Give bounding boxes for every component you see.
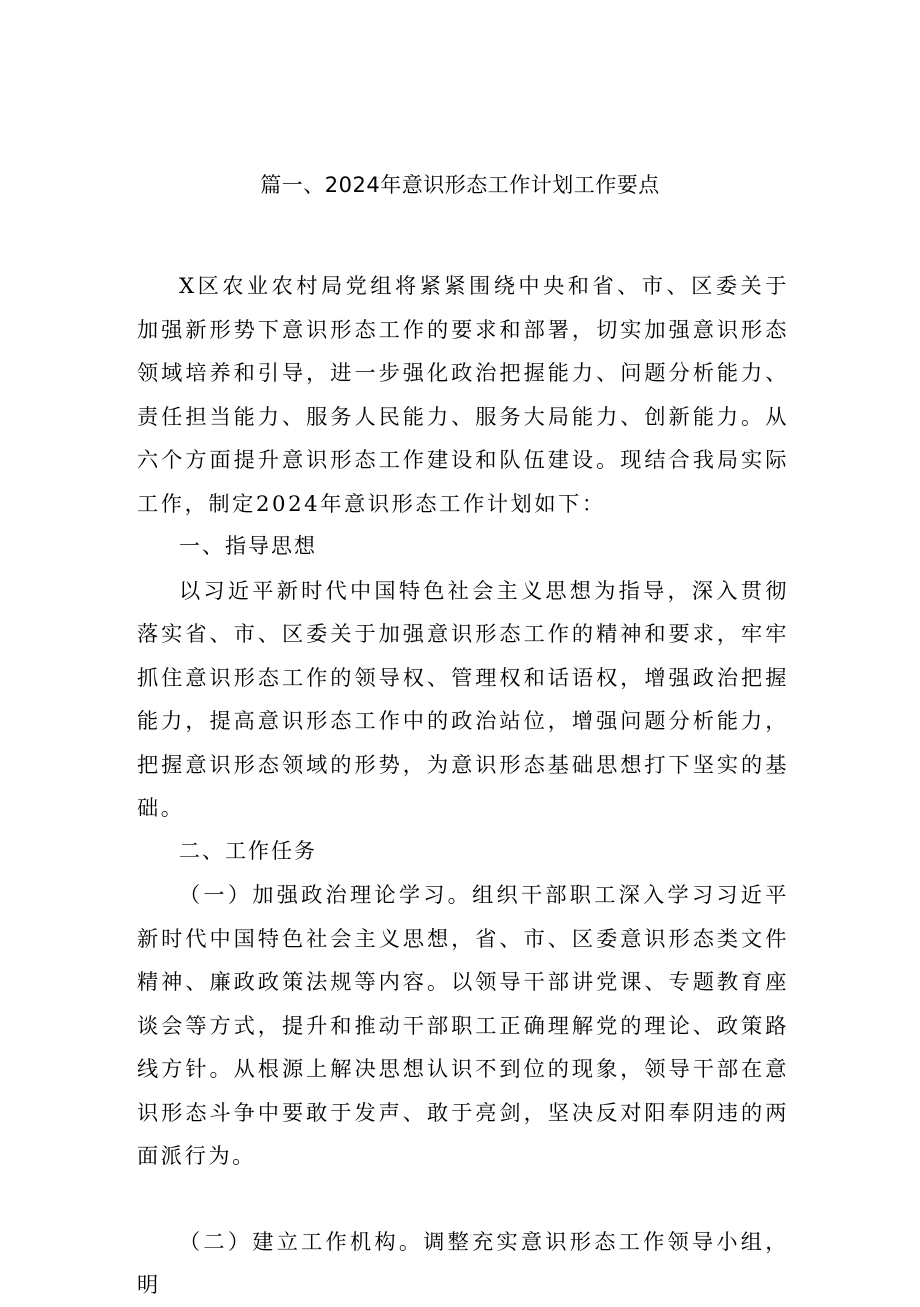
work-task-1-paragraph: （一）加强政治理论学习。组织干部职工深入学习习近平新时代中国特色社会主义思想，省、市、区委意识形态类文件精神、廉政政策法规等内容。以领导干部讲党课、专题教育座谈会等方式，提升和推动干部职工正确理解党的理论、政策路线方针。从根源上解决思想认识不到位的现象，领导干部在意识形态斗争中要敢于发声、敢于亮剑，坚决反对阳奉阴违的两面派行为。 <box>137 882 789 1168</box>
document-title: 篇一、2024年意识形态工作计划工作要点 <box>260 173 660 197</box>
work-task-2-paragraph: （二）建立工作机构。调整充实意识形态工作领导小组，明 <box>137 1228 789 1297</box>
section-heading-guiding-ideology: 一、指导思想 <box>179 534 317 558</box>
section-heading-work-tasks: 二、工作任务 <box>179 838 317 863</box>
guiding-ideology-paragraph: 以习近平新时代中国特色社会主义思想为指导，深入贯彻落实省、市、区委关于加强意识形态工作的精神和要求，牢牢抓住意识形态工作的领导权、管理权和话语权，增强政治把握能力，提高意识形态工作中的政治站位，增强问题分析能力，把握意识形态领域的形势，为意识形态基础思想打下坚实的基础。 <box>137 577 789 820</box>
document-body <box>137 264 789 1307</box>
intro-paragraph: X区农业农村局党组将紧紧围绕中央和省、市、区委关于加强新形势下意识形态工作的要求和部署，切实加强意识形态领域培养和引导，进一步强化政治把握能力、问题分析能力、责任担当能力、服务人民能力、服务大局能力、创新能力。从六个方面提升意识形态工作建设和队伍建设。现结合我局实际工作，制定2024年意识形态工作计划如下： <box>137 273 789 516</box>
paragraph-spacer <box>137 1178 789 1220</box>
